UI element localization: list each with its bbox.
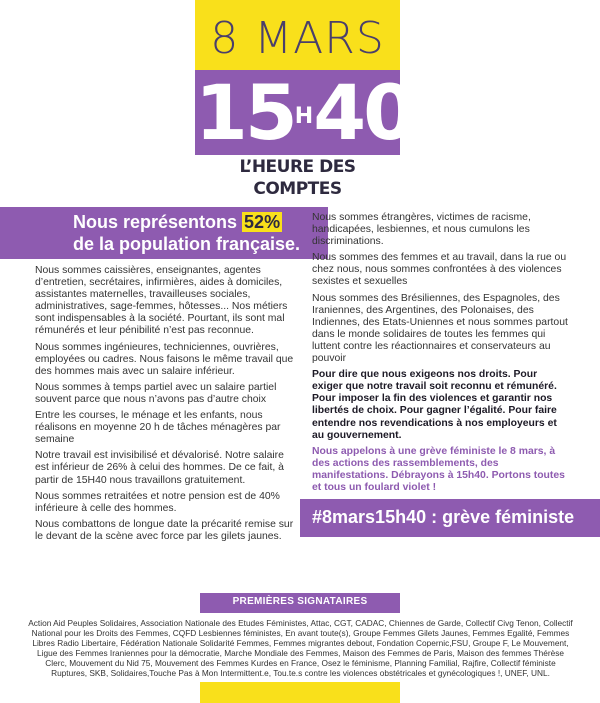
paragraph: Nous sommes ingénieures, techniciennes, ouvrières, employées ou cadres. Nous faisons le même travail que des hommes mais avec un salaire inférieur. [35,341,294,377]
paragraph: Nous combattons de longue date la précarité remise sur le devant de la scène avec force par les gilets jaunes. [35,518,294,542]
time-minutes: 40 [313,68,413,157]
tagline: L’HEURE DES COMPTES [239,157,356,199]
paragraph: Nous sommes caissières, enseignantes, agentes d’entretien, secrétaires, infirmières, aides à domiciles, assistantes maternelles, travailleuses sociales, administratives, sage-femmes, hôtesses... Nos métiers sont indispensables à la société. Pourtant, ils sont mal rémunérés et leur pénibilité n’est pas reconnue. [35,265,288,337]
hashtag-banner [300,499,600,537]
paragraph: Nous sommes à temps partiel avec un salaire partiel souvent parce que nous n’avons pas d’autre choix [35,381,277,405]
headline-line-2: de la population française. [73,234,301,254]
headline [73,211,300,255]
date-title: 8 MARS [210,13,385,64]
right-column-text [312,212,570,498]
left-column-text [35,265,297,547]
signatures-heading-bar [200,593,400,613]
paragraph: Nous sommes des Brésiliennes, des Espagnoles, des Iraniennes, des Argentines, des Polonaises, des Indiennes, des Etats-Uniennes et nous sommes partout dans le monde solidaires de toutes les femmes qui luttent contre les réactionnaires et conservateurs au pouvoir [312,292,568,365]
time-hours: 15 [195,68,295,157]
signatures-heading: PREMIÈRES SIGNATAIRES [232,596,368,607]
poster-header [195,0,413,199]
paragraph: Nous sommes des femmes et au travail, dans la rue ou chez nous, nous sommes confrontées à des violences sexistes et sexuelles [312,252,567,288]
paragraph: Notre travail est invisibilisé et dévalorisé. Notre salaire est inférieur de 26% à celui des hommes. De ce fait, à partir de 15H40 nous travaillons gratuitement. [35,450,284,486]
call-to-action-paragraph: Nous appelons à une grève féministe le 8 mars, à des actions des rassemblements, des manifestations. Débrayons à 15h40. Portons toutes et tous un foulard violet ! [312,445,565,493]
paragraph: Nous sommes étrangères, victimes de racisme, handicapées, lesbiennes, et nous cumulons les discriminations. [312,212,531,248]
signatures-list: Action Aid Peuples Solidaires, Association Nationale des Etudes Féministes, Attac, CGT, CADAC, Chiennes de Garde, Collectif Civg Tenon, Collectif National pour les Droits des Femmes, CQFD Lesbiennes féministes, En avant toute(s), Groupe Femmes Gilets Jaunes, Femmes Egalité, Femmes Libres Radio Libertaire, Fédération Nationale Solidarité Femmes, Femmes migrantes debout, Fondation Copernic,FSU, Groupe F, Le Mouvement, Ligue des Femmes Iraniennes pour la démocratie, Marche Mondiale des Femmes, Maison des Femmes de Paris, Maison des femmes Thérèse Clerc, Mouvement du Nid 75, Mouvement des Femmes Kurdes en France, Osez le féminisme, Planning Familial, Rajfire, Collectif féministe Ruptures, SKB, Solidaires,Touche Pas à Mon Intermittent.e, Tou.te.s contre les violences obstétricales et gynécologiques !, UNEF, UNL. [28,618,573,678]
headline-highlight: 52% [244,212,281,232]
time-title [195,68,413,157]
paragraph: Nous sommes retraitées et notre pension est de 40% inférieure à celle des hommes. [35,490,280,514]
time-suffix: H [294,104,314,129]
demands-paragraph: Pour dire que nous exigeons nos droits. Pour exiger que notre travail soit reconnu et rémunéré. Pour imposer la fin des violences et garantir nos libertés de choix. Pour gagner l’égalité. Pour faire entendre nos revendications à nos employeurs et au gouvernement. [312,369,557,441]
footer-yellow-band [200,682,400,703]
hashtag: #8mars15h40 : grève féministe [312,507,575,527]
paragraph: Entre les courses, le ménage et les enfants, nous réalisons en moyenne 20 h de tâches ménagères par semaine [35,410,281,446]
headline-line-1: Nous représentons 52% [73,212,281,232]
